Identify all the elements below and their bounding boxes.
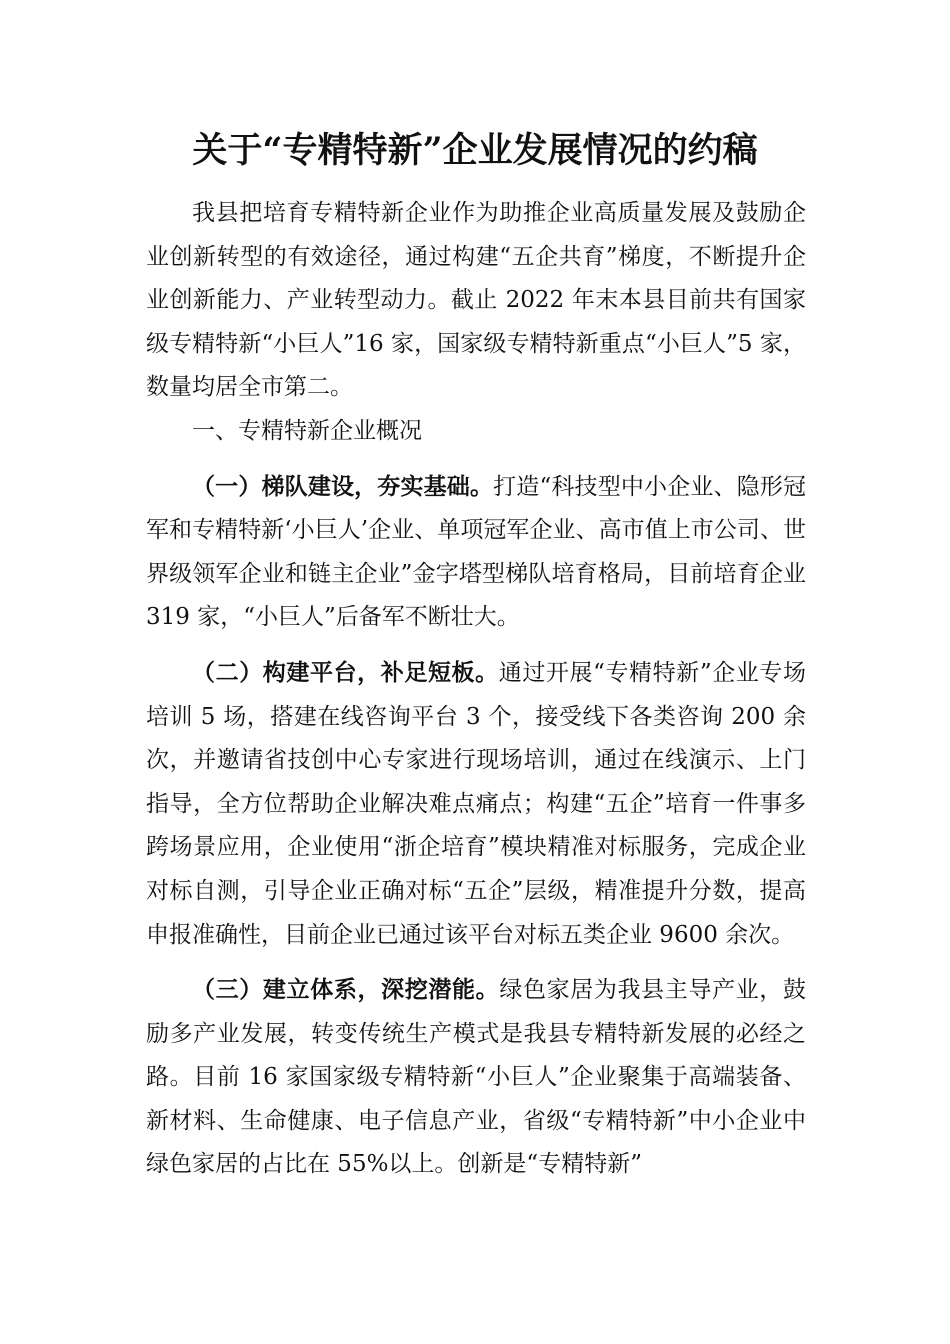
item-lead-2: （二）构建平台，补足短板。	[192, 659, 499, 686]
section-heading: 一、专精特新企业概况	[192, 417, 422, 444]
item-lead-1: （一）梯队建设，夯实基础。	[192, 473, 494, 500]
item-text-2: 通过开展“专精特新”企业专场培训 5 场，搭建在线咨询平台 3 个，接受线下各类咨询 200 余次，并邀请省技创中心专家进行现场培训，通过在线演示、上门指导，全方位帮助企业解决难点痛点；构建“五企”培育一件事多跨场景应用，企业使用“浙企培育”模块精准对标服务，完成企业对标自测，引导企业正确对标“五企”层级，精准提升分数，提高申报准确性，目前企业已通过该平台对标五类企业 9600 余次。	[146, 659, 806, 948]
item-paragraph-2	[146, 652, 806, 957]
item-text-1: 打造“科技型中小企业、隐形冠军和专精特新‘小巨人’企业、单项冠军企业、高市值上市公司、世界级领军企业和链主企业”金字塔型梯队培育格局，目前培育企业 319 家，“小巨人”后备军不断壮大。	[146, 473, 807, 631]
item-paragraph-3	[146, 969, 806, 1187]
intro-paragraph: 我县把培育专精特新企业作为助推企业高质量发展及鼓励企业创新转型的有效途径，通过构建“五企共育”梯度，不断提升企业创新能力、产业转型动力。截止 2022 年末本县目前共有国家级专精特新“小巨人”16 家，国家级专精特新重点“小巨人”5 家，数量均居全市第二。	[146, 200, 806, 401]
item-text-3: 绿色家居为我县主导产业，鼓励多产业发展，转变传统生产模式是我县专精特新发展的必经之路。目前 16 家国家级专精特新“小巨人”企业聚集于高端装备、新材料、生命健康、电子信息产业，省级“专精特新”中小企业中绿色家居的占比在 55%以上。创新是“专精特新”	[146, 977, 807, 1178]
item-lead-3: （三）建立体系，深挖潜能。	[192, 977, 500, 1004]
document-body	[146, 192, 806, 1187]
document-title: 关于“专精特新”企业发展情况的约稿	[192, 130, 758, 171]
item-paragraph-1	[146, 466, 806, 640]
